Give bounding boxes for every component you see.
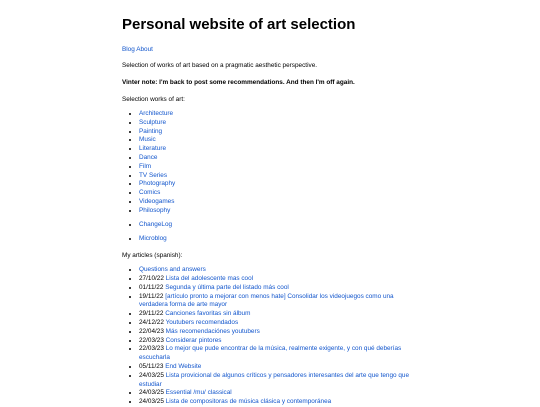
article-date: 29/11/22 bbox=[139, 310, 164, 318]
article-date: 27/10/22 bbox=[139, 274, 164, 282]
intro-text: Selection of works of art based on a pragmatic aesthetic perspective. bbox=[122, 62, 318, 69]
works-item bbox=[139, 136, 412, 145]
article-date: 19/11/22 bbox=[139, 292, 164, 300]
changelog-item bbox=[139, 221, 412, 230]
works-link-film[interactable]: Film bbox=[139, 162, 152, 170]
works-item bbox=[139, 145, 412, 154]
changelog-list bbox=[122, 221, 412, 230]
article-date: 22/04/23 bbox=[139, 327, 164, 335]
page-title: Personal website of art selection bbox=[122, 16, 356, 33]
article-date: 24/03/25 bbox=[139, 389, 164, 397]
works-link-sculpture[interactable]: Sculpture bbox=[139, 118, 166, 126]
works-link-photography[interactable]: Photography bbox=[139, 180, 176, 188]
works-item bbox=[139, 128, 412, 137]
article-item bbox=[139, 266, 412, 275]
microblog-list bbox=[122, 235, 412, 244]
works-heading: Selection works of art: bbox=[122, 96, 185, 103]
works-item bbox=[139, 110, 412, 119]
article-link[interactable]: Más recomendaciónes youtubers bbox=[165, 327, 260, 335]
article-item bbox=[139, 372, 412, 390]
works-link-philosophy[interactable]: Philosophy bbox=[139, 206, 171, 214]
works-link-music[interactable]: Music bbox=[139, 136, 156, 144]
article-link[interactable]: [artículo pronto a mejorar con menos hate] Consolidar los videojuegos como una verdadera forma de arte mayor bbox=[139, 292, 394, 309]
article-link[interactable]: Lista provicional de algunos críticos y pensadores interesantes del arte que tengo que estudiar bbox=[139, 371, 410, 388]
works-item bbox=[139, 172, 412, 181]
article-item bbox=[139, 389, 412, 398]
article-link[interactable]: End Website bbox=[165, 362, 202, 370]
nav-link-blog[interactable]: Blog bbox=[122, 46, 135, 53]
article-date: 22/03/23 bbox=[139, 336, 164, 344]
page-content bbox=[122, 0, 412, 407]
works-item bbox=[139, 180, 412, 189]
article-link[interactable]: Segunda y última parte del listado más cool bbox=[165, 283, 289, 291]
article-date: 24/12/22 bbox=[139, 318, 164, 326]
articles-list bbox=[122, 266, 412, 407]
article-link[interactable]: Lo mejor que pude encontrar de la música, realmente exigente, y con qué deberías escucharla bbox=[139, 345, 402, 362]
works-list bbox=[122, 110, 412, 216]
works-link-tv-series[interactable]: TV Series bbox=[139, 171, 168, 179]
works-item bbox=[139, 119, 412, 128]
works-item bbox=[139, 154, 412, 163]
article-link[interactable]: Essential /mu/ classical bbox=[165, 389, 232, 397]
article-link[interactable]: Canciones favoritas sin álbum bbox=[165, 310, 251, 318]
works-link-videogames[interactable]: Videogames bbox=[139, 197, 175, 205]
article-item bbox=[139, 363, 412, 372]
nav-link-about[interactable]: About bbox=[136, 46, 153, 53]
changelog-link[interactable]: ChangeLog bbox=[139, 220, 173, 228]
article-link[interactable]: Lista del adolescente mas cool bbox=[165, 274, 254, 282]
works-item bbox=[139, 198, 412, 207]
article-item bbox=[139, 328, 412, 337]
top-nav bbox=[122, 45, 412, 54]
works-link-architecture[interactable]: Architecture bbox=[139, 110, 174, 117]
vinter-note: Vinter note: I'm back to post some recommendations. And then I'm off again. bbox=[122, 79, 355, 86]
article-date: 22/03/23 bbox=[139, 345, 164, 353]
works-link-dance[interactable]: Dance bbox=[139, 153, 158, 161]
works-item bbox=[139, 163, 412, 172]
works-link-literature[interactable]: Literature bbox=[139, 145, 166, 153]
microblog-link[interactable]: Microblog bbox=[139, 235, 167, 243]
articles-heading: My articles (spanish): bbox=[122, 252, 183, 260]
works-link-painting[interactable]: Painting bbox=[139, 127, 163, 135]
article-date: 24/03/25 bbox=[139, 398, 164, 406]
article-date: 01/11/22 bbox=[139, 283, 164, 291]
article-item bbox=[139, 337, 412, 346]
works-link-comics[interactable]: Comics bbox=[139, 189, 161, 197]
article-item bbox=[139, 310, 412, 319]
article-date: 05/11/23 bbox=[139, 362, 164, 370]
microblog-item bbox=[139, 235, 412, 244]
article-item bbox=[139, 293, 412, 311]
article-item bbox=[139, 275, 412, 284]
article-link[interactable]: Youtubers recomendados bbox=[165, 318, 239, 326]
article-item bbox=[139, 345, 412, 363]
article-item bbox=[139, 398, 412, 407]
works-item bbox=[139, 207, 412, 216]
works-item bbox=[139, 189, 412, 198]
article-item bbox=[139, 319, 412, 328]
article-link[interactable]: Lista de compositoras de música clásica y contemporánea bbox=[165, 398, 332, 406]
article-date: 24/03/25 bbox=[139, 371, 164, 379]
article-link[interactable]: Questions and answers bbox=[139, 266, 206, 274]
article-link[interactable]: Considerar pintores bbox=[165, 336, 222, 344]
article-item bbox=[139, 284, 412, 293]
